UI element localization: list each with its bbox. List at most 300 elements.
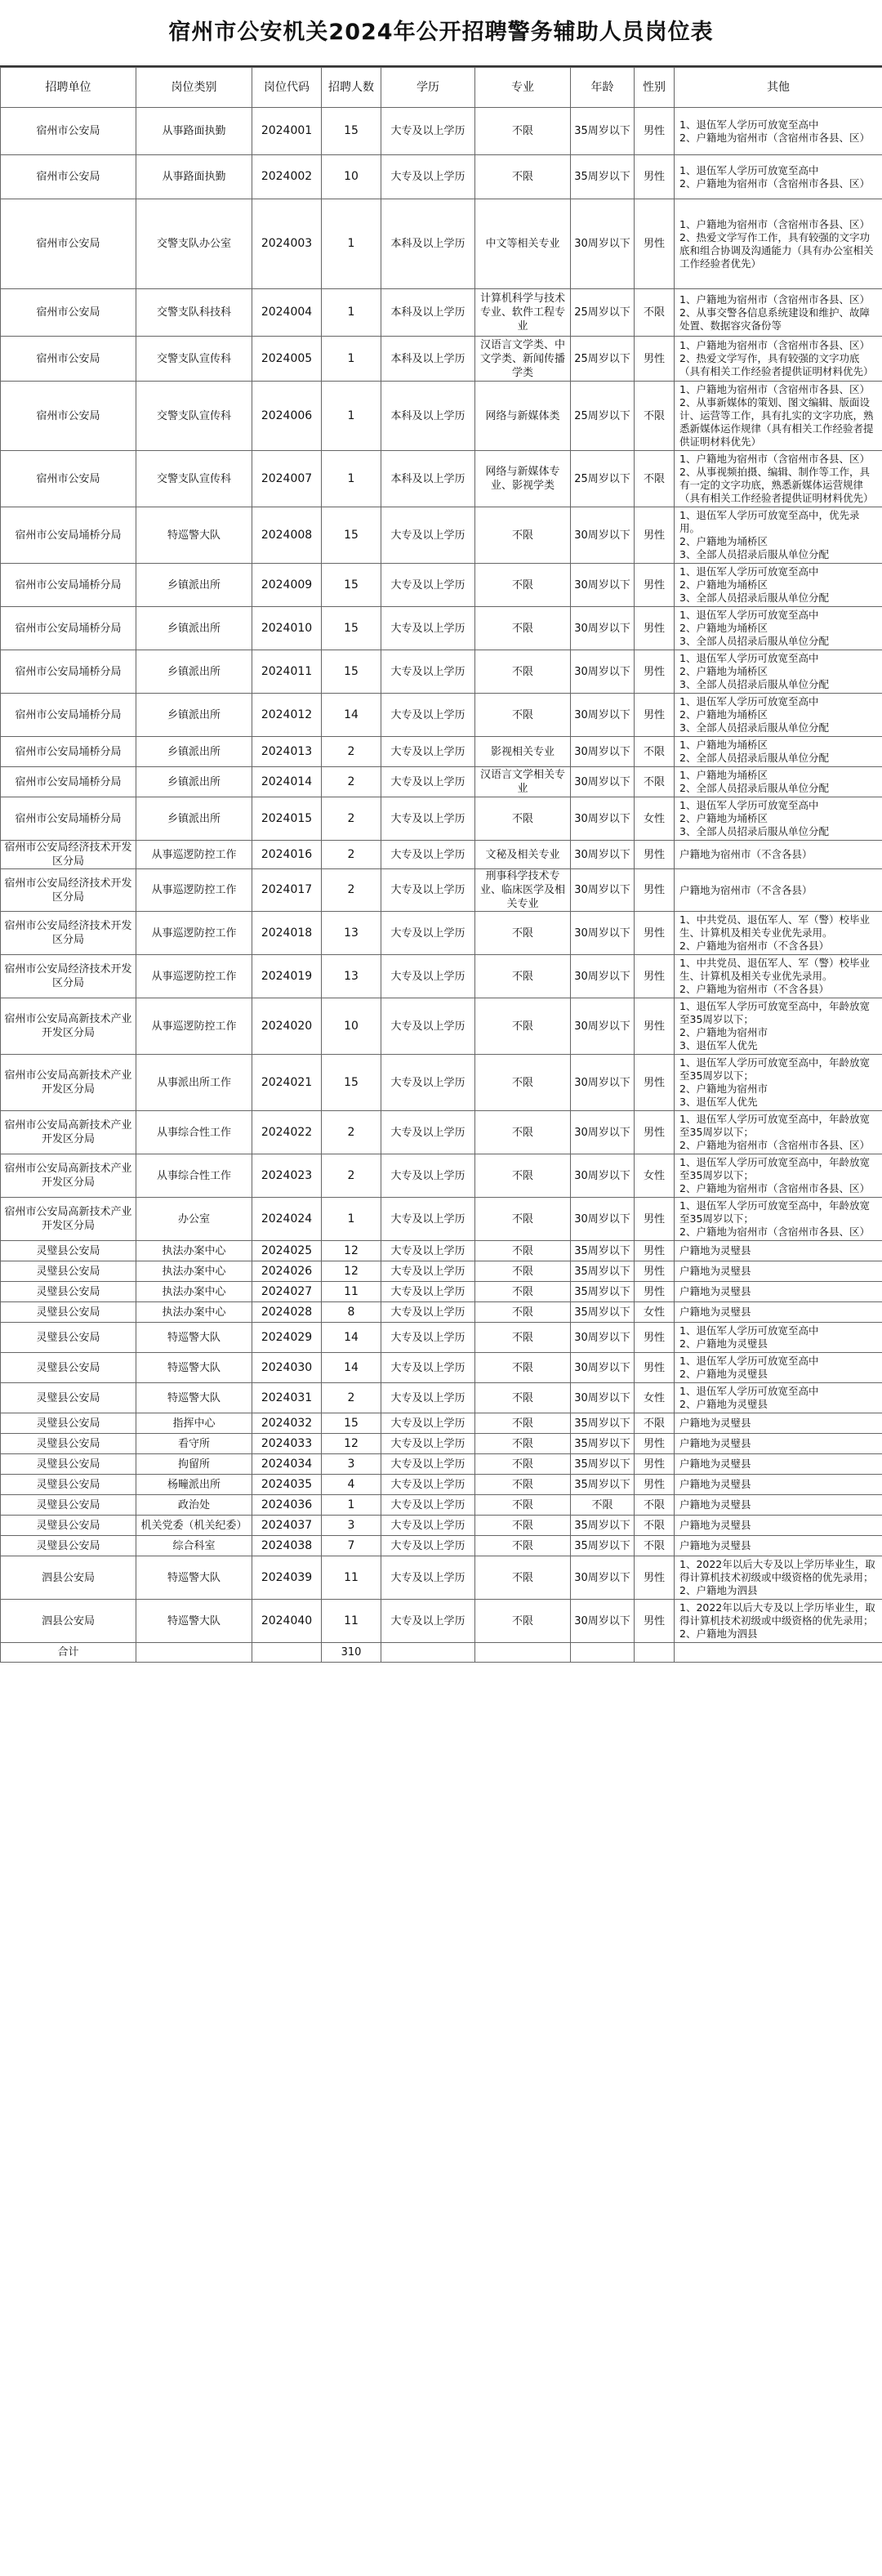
cell-unit: 宿州市公安局埇桥分局	[1, 650, 136, 694]
cell-major: 不限	[475, 1434, 571, 1454]
cell-gender: 男性	[635, 155, 675, 199]
cell-count: 14	[322, 1323, 381, 1353]
table-row	[1, 1055, 882, 1111]
cell-category: 乡镇派出所	[136, 767, 252, 797]
cell-education: 大专及以上学历	[381, 108, 475, 155]
cell-other: 1、退伍军人学历可放宽至高中 2、户籍地为埇桥区 3、全部人员招录后服从单位分配	[675, 607, 882, 650]
cell-unit: 灵璧县公安局	[1, 1261, 136, 1282]
cell-education: 大专及以上学历	[381, 912, 475, 955]
cell-education: 大专及以上学历	[381, 737, 475, 767]
cell-gender: 女性	[635, 797, 675, 841]
cell-education: 大专及以上学历	[381, 1302, 475, 1323]
cell-gender: 男性	[635, 1475, 675, 1495]
cell-code: 2024009	[252, 564, 322, 607]
cell-other: 1、退伍军人学历可放宽至高中 2、户籍地为埇桥区 3、全部人员招录后服从单位分配	[675, 694, 882, 737]
cell-count: 7	[322, 1536, 381, 1556]
cell-count: 3	[322, 1516, 381, 1536]
cell-category: 交警支队办公室	[136, 199, 252, 289]
cell-age: 30周岁以下	[571, 998, 635, 1055]
cell-gender: 男性	[635, 507, 675, 564]
table-row	[1, 1353, 882, 1383]
cell-gender: 男性	[635, 694, 675, 737]
cell-unit: 灵璧县公安局	[1, 1454, 136, 1475]
cell-gender: 女性	[635, 1383, 675, 1413]
cell-major: 不限	[475, 694, 571, 737]
cell-other: 1、退伍军人学历可放宽至高中 2、户籍地为埇桥区 3、全部人员招录后服从单位分配	[675, 650, 882, 694]
cell-age: 30周岁以下	[571, 767, 635, 797]
cell-age: 30周岁以下	[571, 607, 635, 650]
cell-gender: 不限	[635, 1536, 675, 1556]
header-unit: 招聘单位	[1, 68, 136, 108]
cell-major: 不限	[475, 108, 571, 155]
cell-count: 1	[322, 1198, 381, 1241]
cell-age: 30周岁以下	[571, 1154, 635, 1198]
cell-code: 2024032	[252, 1413, 322, 1434]
cell-count: 13	[322, 912, 381, 955]
cell-education: 大专及以上学历	[381, 1495, 475, 1516]
table-row	[1, 1241, 882, 1261]
cell-category: 拘留所	[136, 1454, 252, 1475]
cell-category: 交警支队宣传科	[136, 382, 252, 451]
cell-category: 乡镇派出所	[136, 564, 252, 607]
cell-age: 30周岁以下	[571, 1383, 635, 1413]
cell-gender: 男性	[635, 650, 675, 694]
cell-code: 2024039	[252, 1556, 322, 1600]
header-education: 学历	[381, 68, 475, 108]
cell-category: 交警支队科技科	[136, 289, 252, 337]
table-header-row	[1, 68, 882, 108]
cell-code: 2024003	[252, 199, 322, 289]
cell-category: 从事综合性工作	[136, 1154, 252, 1198]
cell-education: 大专及以上学历	[381, 1353, 475, 1383]
cell-gender: 不限	[635, 451, 675, 507]
cell-education: 大专及以上学历	[381, 1198, 475, 1241]
header-count: 招聘人数	[322, 68, 381, 108]
cell-code: 2024033	[252, 1434, 322, 1454]
cell-other: 1、退伍军人学历可放宽至高中，年龄放宽至35周岁以下； 2、户籍地为宿州市（含宿州市各县、区）	[675, 1154, 882, 1198]
table-row	[1, 1600, 882, 1643]
cell-code: 2024015	[252, 797, 322, 841]
cell-count: 2	[322, 841, 381, 869]
cell-code: 2024034	[252, 1454, 322, 1475]
cell-gender: 不限	[635, 382, 675, 451]
cell-major: 不限	[475, 1600, 571, 1643]
total-count: 310	[322, 1643, 381, 1663]
cell-age: 35周岁以下	[571, 1516, 635, 1536]
cell-code: 2024004	[252, 289, 322, 337]
cell-gender: 不限	[635, 1495, 675, 1516]
cell-code: 2024026	[252, 1261, 322, 1282]
cell-age: 30周岁以下	[571, 912, 635, 955]
table-row	[1, 1154, 882, 1198]
cell-count: 1	[322, 199, 381, 289]
cell-other: 1、户籍地为埇桥区 2、全部人员招录后服从单位分配	[675, 767, 882, 797]
cell-major: 不限	[475, 1323, 571, 1353]
cell-category: 特巡警大队	[136, 1383, 252, 1413]
cell-category: 机关党委（机关纪委）	[136, 1516, 252, 1536]
cell-unit: 灵璧县公安局	[1, 1353, 136, 1383]
cell-education: 大专及以上学历	[381, 1241, 475, 1261]
table-row	[1, 841, 882, 869]
cell-count: 15	[322, 1055, 381, 1111]
cell-age: 35周岁以下	[571, 108, 635, 155]
table-row	[1, 1383, 882, 1413]
document-title: 宿州市公安机关2024年公开招聘警务辅助人员岗位表	[0, 0, 882, 67]
cell-major: 不限	[475, 1516, 571, 1536]
cell-other: 1、退伍军人学历可放宽至高中 2、户籍地为灵璧县	[675, 1353, 882, 1383]
cell-unit: 宿州市公安局高新技术产业开发区分局	[1, 1154, 136, 1198]
cell-code: 2024035	[252, 1475, 322, 1495]
cell-age: 30周岁以下	[571, 737, 635, 767]
cell-age: 35周岁以下	[571, 1454, 635, 1475]
cell-other: 户籍地为宿州市（不含各县）	[675, 869, 882, 912]
table-row	[1, 694, 882, 737]
cell-age: 25周岁以下	[571, 382, 635, 451]
cell-code: 2024031	[252, 1383, 322, 1413]
cell-major: 不限	[475, 1261, 571, 1282]
table-row	[1, 1516, 882, 1536]
cell-unit: 灵璧县公安局	[1, 1413, 136, 1434]
cell-major: 不限	[475, 955, 571, 998]
cell-gender: 不限	[635, 1413, 675, 1434]
cell-age: 30周岁以下	[571, 1600, 635, 1643]
cell-category: 政治处	[136, 1495, 252, 1516]
cell-code: 2024013	[252, 737, 322, 767]
cell-education: 大专及以上学历	[381, 694, 475, 737]
cell-major: 汉语言文学类、中文学类、新闻传播学类	[475, 337, 571, 382]
cell-category: 特巡警大队	[136, 1353, 252, 1383]
empty-cell	[571, 1643, 635, 1663]
cell-major: 刑事科学技术专业、临床医学及相关专业	[475, 869, 571, 912]
cell-age: 30周岁以下	[571, 199, 635, 289]
cell-other: 1、退伍军人学历可放宽至高中，优先录用。 2、户籍地为埇桥区 3、全部人员招录后服从单位分配	[675, 507, 882, 564]
cell-education: 大专及以上学历	[381, 1413, 475, 1434]
cell-unit: 灵璧县公安局	[1, 1495, 136, 1516]
cell-count: 4	[322, 1475, 381, 1495]
cell-other: 1、户籍地为宿州市（含宿州市各县、区） 2、从事视频拍摄、编辑、制作等工作，具有一定的文字功底，熟悉新媒体运营规律（具有相关工作经验者提供证明材料优先）	[675, 451, 882, 507]
table-row	[1, 869, 882, 912]
cell-major: 不限	[475, 912, 571, 955]
table-row	[1, 1111, 882, 1154]
cell-gender: 男性	[635, 199, 675, 289]
cell-count: 15	[322, 507, 381, 564]
cell-unit: 宿州市公安局	[1, 382, 136, 451]
cell-unit: 宿州市公安局埇桥分局	[1, 737, 136, 767]
header-gender: 性别	[635, 68, 675, 108]
cell-age: 35周岁以下	[571, 1261, 635, 1282]
cell-education: 大专及以上学历	[381, 1282, 475, 1302]
cell-count: 14	[322, 694, 381, 737]
cell-age: 25周岁以下	[571, 289, 635, 337]
cell-education: 大专及以上学历	[381, 841, 475, 869]
cell-count: 12	[322, 1261, 381, 1282]
cell-other: 户籍地为灵璧县	[675, 1475, 882, 1495]
cell-gender: 男性	[635, 1261, 675, 1282]
empty-cell	[136, 1643, 252, 1663]
cell-unit: 宿州市公安局埇桥分局	[1, 607, 136, 650]
cell-unit: 宿州市公安局埇桥分局	[1, 797, 136, 841]
cell-other: 户籍地为灵璧县	[675, 1516, 882, 1536]
cell-major: 不限	[475, 1495, 571, 1516]
table-row	[1, 797, 882, 841]
cell-gender: 男性	[635, 1055, 675, 1111]
table-row	[1, 108, 882, 155]
cell-code: 2024011	[252, 650, 322, 694]
cell-category: 执法办案中心	[136, 1261, 252, 1282]
cell-code: 2024038	[252, 1536, 322, 1556]
cell-category: 指挥中心	[136, 1413, 252, 1434]
cell-unit: 灵璧县公安局	[1, 1475, 136, 1495]
cell-gender: 不限	[635, 289, 675, 337]
cell-other: 1、退伍军人学历可放宽至高中 2、户籍地为埇桥区 3、全部人员招录后服从单位分配	[675, 564, 882, 607]
cell-age: 30周岁以下	[571, 841, 635, 869]
cell-code: 2024012	[252, 694, 322, 737]
total-row	[1, 1643, 882, 1663]
cell-major: 不限	[475, 564, 571, 607]
cell-other: 户籍地为灵璧县	[675, 1536, 882, 1556]
cell-count: 10	[322, 155, 381, 199]
cell-unit: 宿州市公安局经济技术开发区分局	[1, 912, 136, 955]
cell-code: 2024017	[252, 869, 322, 912]
cell-unit: 宿州市公安局埇桥分局	[1, 767, 136, 797]
table-body	[1, 108, 882, 1663]
cell-gender: 男性	[635, 998, 675, 1055]
cell-gender: 男性	[635, 564, 675, 607]
cell-code: 2024028	[252, 1302, 322, 1323]
cell-other: 1、退伍军人学历可放宽至高中 2、户籍地为宿州市（含宿州市各县、区）	[675, 155, 882, 199]
cell-other: 1、退伍军人学历可放宽至高中 2、户籍地为埇桥区 3、全部人员招录后服从单位分配	[675, 797, 882, 841]
cell-other: 1、户籍地为宿州市（含宿州市各县、区） 2、从事新媒体的策划、图文编辑、版面设计、运营等工作，具有扎实的文字功底，熟悉新媒体运作规律（具有相关工作经验者提供证明材料优先）	[675, 382, 882, 451]
table-row	[1, 1413, 882, 1434]
cell-age: 30周岁以下	[571, 1353, 635, 1383]
cell-education: 大专及以上学历	[381, 1383, 475, 1413]
cell-category: 交警支队宣传科	[136, 451, 252, 507]
cell-gender: 男性	[635, 841, 675, 869]
cell-code: 2024040	[252, 1600, 322, 1643]
cell-education: 大专及以上学历	[381, 1111, 475, 1154]
table-row	[1, 1261, 882, 1282]
cell-education: 大专及以上学历	[381, 1536, 475, 1556]
cell-gender: 男性	[635, 1454, 675, 1475]
cell-count: 15	[322, 108, 381, 155]
cell-code: 2024020	[252, 998, 322, 1055]
cell-gender: 男性	[635, 955, 675, 998]
cell-unit: 宿州市公安局高新技术产业开发区分局	[1, 998, 136, 1055]
cell-unit: 宿州市公安局经济技术开发区分局	[1, 869, 136, 912]
cell-category: 特巡警大队	[136, 1600, 252, 1643]
cell-education: 大专及以上学历	[381, 767, 475, 797]
cell-major: 不限	[475, 1353, 571, 1383]
cell-category: 特巡警大队	[136, 1323, 252, 1353]
cell-education: 大专及以上学历	[381, 1516, 475, 1536]
cell-count: 3	[322, 1454, 381, 1475]
header-other: 其他	[675, 68, 882, 108]
cell-major: 不限	[475, 797, 571, 841]
cell-category: 办公室	[136, 1198, 252, 1241]
cell-other: 1、户籍地为宿州市（含宿州市各县、区） 2、从事交警各信息系统建设和维护、故障处置、数据容灾备份等	[675, 289, 882, 337]
cell-age: 35周岁以下	[571, 155, 635, 199]
table-row	[1, 1434, 882, 1454]
cell-unit: 泗县公安局	[1, 1556, 136, 1600]
cell-unit: 宿州市公安局	[1, 155, 136, 199]
cell-gender: 男性	[635, 1600, 675, 1643]
cell-count: 1	[322, 1495, 381, 1516]
cell-count: 11	[322, 1282, 381, 1302]
cell-count: 2	[322, 797, 381, 841]
cell-category: 特巡警大队	[136, 507, 252, 564]
cell-age: 30周岁以下	[571, 797, 635, 841]
cell-other: 1、退伍军人学历可放宽至高中，年龄放宽至35周岁以下； 2、户籍地为宿州市 3、退伍军人优先	[675, 998, 882, 1055]
cell-other: 户籍地为灵璧县	[675, 1434, 882, 1454]
cell-count: 12	[322, 1241, 381, 1261]
cell-unit: 宿州市公安局	[1, 199, 136, 289]
cell-education: 大专及以上学历	[381, 1600, 475, 1643]
table-row	[1, 289, 882, 337]
cell-category: 杨疃派出所	[136, 1475, 252, 1495]
cell-code: 2024025	[252, 1241, 322, 1261]
cell-major: 网络与新媒体类	[475, 382, 571, 451]
table-row	[1, 650, 882, 694]
cell-unit: 灵璧县公安局	[1, 1536, 136, 1556]
cell-code: 2024007	[252, 451, 322, 507]
table-row	[1, 912, 882, 955]
cell-age: 35周岁以下	[571, 1282, 635, 1302]
cell-education: 本科及以上学历	[381, 289, 475, 337]
cell-count: 11	[322, 1556, 381, 1600]
cell-unit: 宿州市公安局埇桥分局	[1, 564, 136, 607]
cell-category: 乡镇派出所	[136, 797, 252, 841]
cell-gender: 女性	[635, 1154, 675, 1198]
cell-category: 执法办案中心	[136, 1282, 252, 1302]
cell-count: 15	[322, 564, 381, 607]
cell-count: 1	[322, 451, 381, 507]
cell-category: 乡镇派出所	[136, 737, 252, 767]
cell-category: 特巡警大队	[136, 1556, 252, 1600]
cell-unit: 泗县公安局	[1, 1600, 136, 1643]
cell-education: 大专及以上学历	[381, 1434, 475, 1454]
cell-age: 35周岁以下	[571, 1536, 635, 1556]
cell-other: 1、退伍军人学历可放宽至高中，年龄放宽至35周岁以下； 2、户籍地为宿州市（含宿州市各县、区）	[675, 1111, 882, 1154]
cell-unit: 灵璧县公安局	[1, 1323, 136, 1353]
cell-other: 1、2022年以后大专及以上学历毕业生，取得计算机技术初级或中级资格的优先录用； 2、户籍地为泗县	[675, 1600, 882, 1643]
cell-major: 不限	[475, 1302, 571, 1323]
cell-category: 从事巡逻防控工作	[136, 869, 252, 912]
table-row	[1, 451, 882, 507]
cell-category: 交警支队宣传科	[136, 337, 252, 382]
cell-unit: 宿州市公安局高新技术产业开发区分局	[1, 1055, 136, 1111]
cell-unit: 灵璧县公安局	[1, 1241, 136, 1261]
cell-education: 大专及以上学历	[381, 955, 475, 998]
table-row	[1, 1454, 882, 1475]
cell-major: 影视相关专业	[475, 737, 571, 767]
cell-category: 乡镇派出所	[136, 607, 252, 650]
cell-code: 2024001	[252, 108, 322, 155]
cell-age: 25周岁以下	[571, 451, 635, 507]
cell-category: 执法办案中心	[136, 1302, 252, 1323]
cell-age: 30周岁以下	[571, 650, 635, 694]
cell-category: 从事巡逻防控工作	[136, 955, 252, 998]
cell-major: 不限	[475, 998, 571, 1055]
cell-count: 8	[322, 1302, 381, 1323]
cell-other: 户籍地为灵璧县	[675, 1413, 882, 1434]
cell-category: 从事派出所工作	[136, 1055, 252, 1111]
table-row	[1, 1556, 882, 1600]
cell-education: 大专及以上学历	[381, 1261, 475, 1282]
cell-age: 30周岁以下	[571, 955, 635, 998]
table-row	[1, 155, 882, 199]
cell-unit: 宿州市公安局	[1, 337, 136, 382]
cell-code: 2024014	[252, 767, 322, 797]
cell-unit: 灵璧县公安局	[1, 1383, 136, 1413]
table-row	[1, 564, 882, 607]
cell-age: 35周岁以下	[571, 1302, 635, 1323]
cell-other: 户籍地为灵璧县	[675, 1241, 882, 1261]
cell-gender: 男性	[635, 1111, 675, 1154]
cell-gender: 男性	[635, 108, 675, 155]
table-row	[1, 767, 882, 797]
cell-code: 2024002	[252, 155, 322, 199]
cell-age: 30周岁以下	[571, 1198, 635, 1241]
cell-gender: 男性	[635, 337, 675, 382]
cell-count: 12	[322, 1434, 381, 1454]
header-major: 专业	[475, 68, 571, 108]
cell-count: 1	[322, 289, 381, 337]
cell-unit: 宿州市公安局经济技术开发区分局	[1, 841, 136, 869]
cell-code: 2024016	[252, 841, 322, 869]
empty-cell	[675, 1643, 882, 1663]
cell-age: 不限	[571, 1495, 635, 1516]
cell-category: 执法办案中心	[136, 1241, 252, 1261]
cell-gender: 男性	[635, 1434, 675, 1454]
cell-count: 15	[322, 650, 381, 694]
cell-gender: 女性	[635, 1302, 675, 1323]
table-row	[1, 199, 882, 289]
cell-other: 1、2022年以后大专及以上学历毕业生，取得计算机技术初级或中级资格的优先录用； 2、户籍地为泗县	[675, 1556, 882, 1600]
cell-other: 户籍地为灵璧县	[675, 1261, 882, 1282]
table-row	[1, 382, 882, 451]
cell-unit: 宿州市公安局高新技术产业开发区分局	[1, 1198, 136, 1241]
cell-major: 网络与新媒体专业、影视学类	[475, 451, 571, 507]
cell-education: 大专及以上学历	[381, 650, 475, 694]
cell-education: 大专及以上学历	[381, 869, 475, 912]
cell-major: 计算机科学与技术专业、软件工程专业	[475, 289, 571, 337]
cell-count: 13	[322, 955, 381, 998]
cell-code: 2024024	[252, 1198, 322, 1241]
cell-gender: 男性	[635, 1323, 675, 1353]
cell-unit: 灵璧县公安局	[1, 1282, 136, 1302]
cell-age: 35周岁以下	[571, 1475, 635, 1495]
cell-major: 不限	[475, 1413, 571, 1434]
cell-code: 2024023	[252, 1154, 322, 1198]
cell-category: 从事路面执勤	[136, 155, 252, 199]
cell-major: 文秘及相关专业	[475, 841, 571, 869]
header-age: 年龄	[571, 68, 635, 108]
empty-cell	[475, 1643, 571, 1663]
cell-category: 从事路面执勤	[136, 108, 252, 155]
cell-education: 大专及以上学历	[381, 1475, 475, 1495]
cell-other: 户籍地为灵璧县	[675, 1282, 882, 1302]
cell-category: 看守所	[136, 1434, 252, 1454]
cell-category: 从事巡逻防控工作	[136, 841, 252, 869]
cell-category: 从事巡逻防控工作	[136, 912, 252, 955]
cell-count: 2	[322, 767, 381, 797]
cell-count: 2	[322, 1154, 381, 1198]
cell-other: 1、户籍地为宿州市（含宿州市各县、区） 2、热爱文学写作，具有较强的文字功底（具有相关工作经验者提供证明材料优先）	[675, 337, 882, 382]
cell-unit: 宿州市公安局	[1, 289, 136, 337]
cell-code: 2024006	[252, 382, 322, 451]
cell-major: 汉语言文学相关专业	[475, 767, 571, 797]
cell-age: 30周岁以下	[571, 869, 635, 912]
